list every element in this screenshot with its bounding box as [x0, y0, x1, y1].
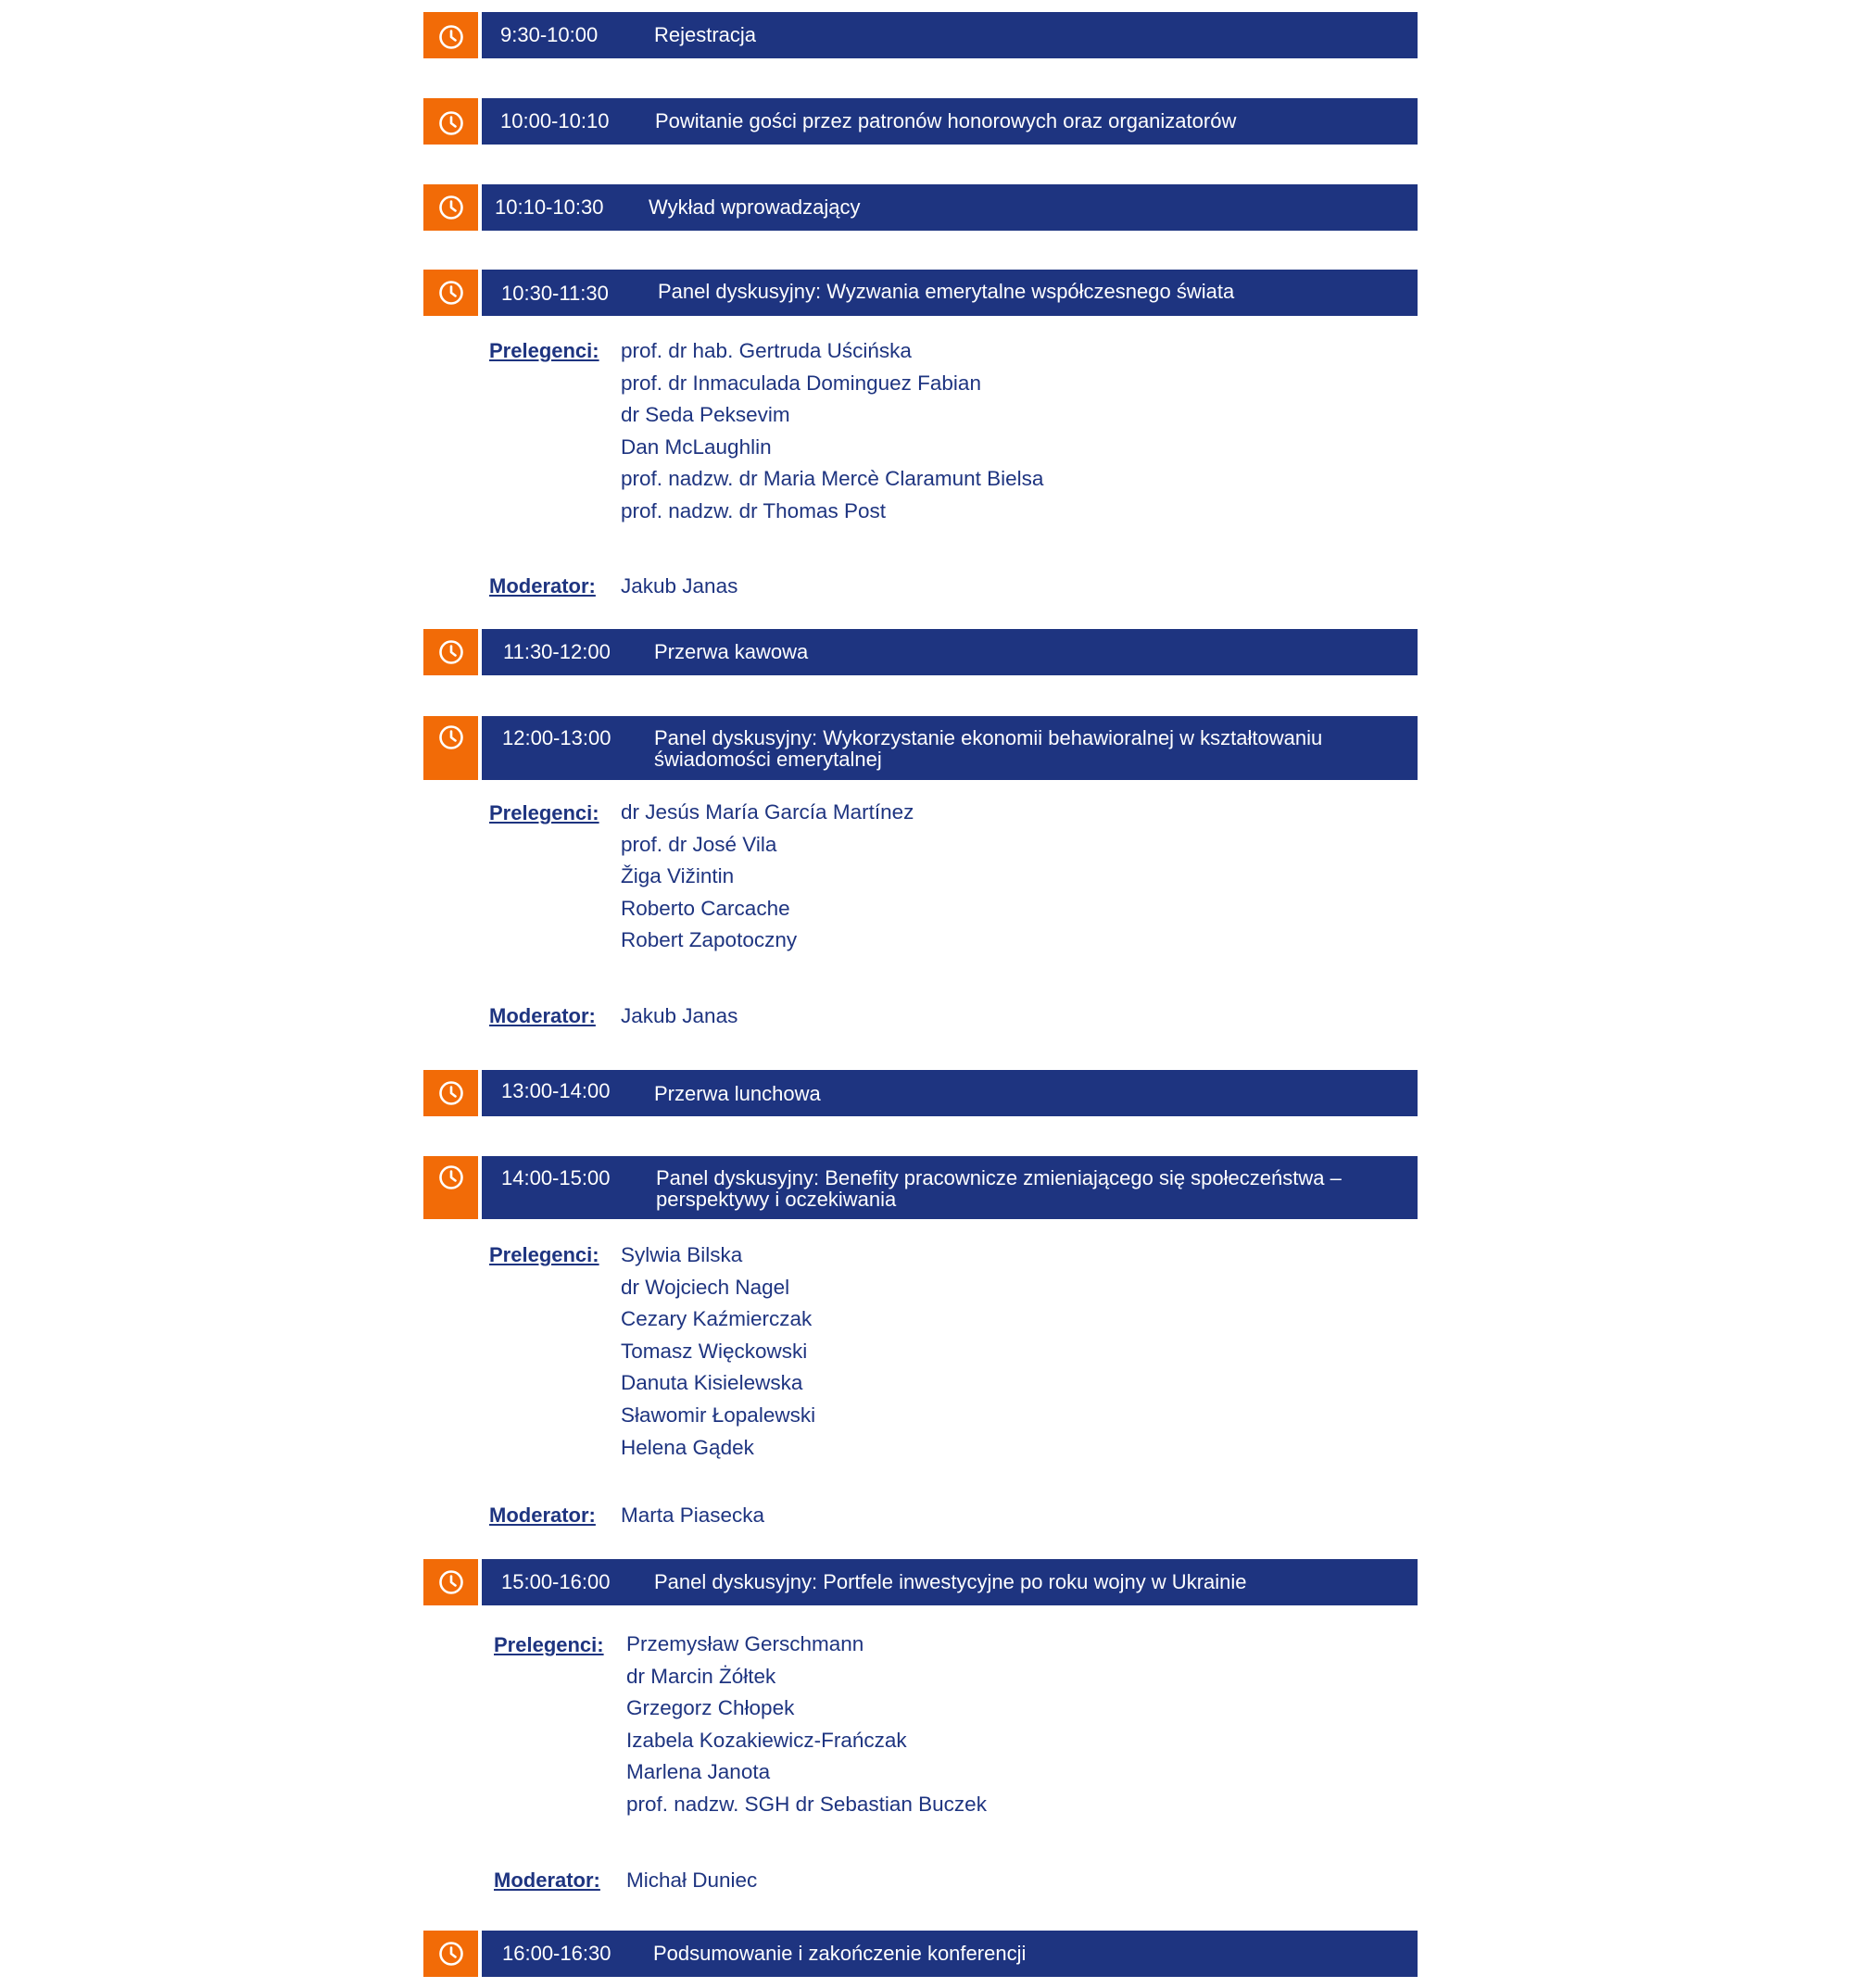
session-time: 12:00-13:00: [502, 726, 611, 749]
session-bar-7: [423, 1070, 1418, 1116]
session-time: 15:00-16:00: [501, 1570, 611, 1593]
session-bar-6: [423, 716, 1418, 780]
clock-icon-box: [423, 1156, 478, 1219]
session-band: [482, 184, 1418, 231]
session-time: 16:00-16:30: [502, 1942, 611, 1965]
speaker-name: Marlena Janota: [626, 1760, 771, 1784]
clock-icon-box: [423, 184, 478, 231]
speaker-name: Dan McLaughlin: [621, 434, 772, 459]
session-title: Powitanie gości przez patronów honorowych oraz organizatorów: [655, 109, 1237, 132]
session-band: [482, 716, 1418, 780]
session-time: 11:30-12:00: [503, 640, 611, 663]
session-time: 14:00-15:00: [501, 1166, 611, 1189]
speaker-name: Cezary Kaźmierczak: [621, 1307, 813, 1331]
moderator-name: Jakub Janas: [621, 1004, 738, 1027]
speakers-list: [621, 797, 914, 957]
speakers-label: Prelegenci:: [489, 801, 599, 824]
speakers-list: [621, 1239, 815, 1464]
speaker-name: Sławomir Łopalewski: [621, 1403, 816, 1427]
session-title: Panel dyskusyjny: Benefity pracownicze zmieniającego się społeczeństwa – perspektywy i oczekiwania: [656, 1166, 1342, 1211]
session-time: 10:00-10:10: [500, 109, 610, 132]
speakers-label: Prelegenci:: [489, 339, 599, 362]
speaker-name: Roberto Carcache: [621, 896, 790, 920]
session-title: Rejestracja: [654, 23, 757, 46]
session-title: Panel dyskusyjny: Wyzwania emerytalne współczesnego świata: [658, 280, 1235, 303]
clock-icon-box: [423, 98, 478, 145]
speaker-name: dr Seda Peksevim: [621, 403, 790, 427]
clock-icon: [438, 24, 464, 50]
session-time: 13:00-14:00: [501, 1079, 611, 1102]
session-bar-4: [423, 270, 1418, 316]
clock-icon: [438, 1080, 464, 1106]
session-band: [482, 1931, 1418, 1977]
speaker-name: dr Wojciech Nagel: [621, 1275, 790, 1299]
speaker-name: prof. nadzw. dr Maria Mercè Claramunt Bielsa: [621, 467, 1044, 491]
clock-icon-box: [423, 1559, 478, 1605]
speaker-name: Danuta Kisielewska: [621, 1371, 803, 1395]
clock-icon: [438, 110, 464, 136]
clock-icon: [438, 1941, 464, 1967]
speakers-list: [621, 335, 1043, 528]
speaker-name: Sylwia Bilska: [621, 1243, 743, 1266]
session-band: [482, 270, 1418, 316]
session-time: 10:30-11:30: [501, 282, 609, 305]
clock-icon: [438, 1569, 464, 1595]
session-bar-9: [423, 1559, 1418, 1605]
speaker-name: prof. dr hab. Gertruda Uścińska: [621, 339, 912, 362]
clock-icon-box: [423, 12, 478, 58]
session-band: [482, 98, 1418, 145]
moderator-name: Michał Duniec: [626, 1868, 758, 1892]
moderator-label: Moderator:: [489, 1504, 596, 1527]
speakers-label: Prelegenci:: [494, 1633, 604, 1656]
session-bar-2: [423, 98, 1418, 145]
speaker-name: prof. dr José Vila: [621, 832, 777, 856]
speaker-name: prof. dr Inmaculada Dominguez Fabian: [621, 371, 981, 395]
session-time: 9:30-10:00: [500, 23, 599, 46]
session-title: Wykład wprowadzający: [649, 195, 861, 219]
speaker-name: Žiga Vižintin: [621, 864, 735, 888]
session-band: [482, 12, 1418, 58]
moderator-name: Jakub Janas: [621, 574, 738, 598]
speakers-label: Prelegenci:: [489, 1243, 599, 1266]
speaker-name: Tomasz Więckowski: [621, 1339, 808, 1363]
session-title: Panel dyskusyjny: Wykorzystanie ekonomii behawioralnej w kształtowaniu świadomości emerytalnej: [654, 726, 1323, 771]
session-band: [482, 1156, 1418, 1219]
clock-icon: [438, 280, 464, 306]
session-title: Panel dyskusyjny: Portfele inwestycyjne po roku wojny w Ukrainie: [654, 1570, 1247, 1593]
speakers-list: [626, 1629, 987, 1821]
speaker-name: Izabela Kozakiewicz-Frańczak: [626, 1728, 907, 1752]
clock-icon-box: [423, 629, 478, 675]
speaker-name: Przemysław Gerschmann: [626, 1632, 864, 1655]
session-bar-1: [423, 12, 1418, 58]
session-bar-8: [423, 1156, 1418, 1219]
moderator-label: Moderator:: [494, 1868, 600, 1892]
session-bar-5: [423, 629, 1418, 675]
speaker-name: prof. nadzw. dr Thomas Post: [621, 498, 886, 522]
moderator-name: Marta Piasecka: [621, 1504, 765, 1527]
clock-icon-box: [423, 270, 478, 316]
speaker-name: Grzegorz Chłopek: [626, 1696, 795, 1720]
session-title: Przerwa kawowa: [654, 640, 809, 663]
speaker-name: dr Jesús María García Martínez: [621, 800, 914, 824]
clock-icon: [438, 639, 464, 665]
session-band: [482, 1070, 1418, 1116]
clock-icon: [438, 1164, 464, 1190]
clock-icon: [438, 195, 464, 220]
session-title: Przerwa lunchowa: [654, 1082, 821, 1105]
clock-icon-box: [423, 1931, 478, 1977]
clock-icon-box: [423, 716, 478, 780]
speaker-name: Robert Zapotoczny: [621, 928, 798, 952]
session-band: [482, 629, 1418, 675]
moderator-label: Moderator:: [489, 574, 596, 598]
moderator-label: Moderator:: [489, 1004, 596, 1027]
session-bar-3: [423, 184, 1418, 231]
session-band: [482, 1559, 1418, 1605]
session-title: Podsumowanie i zakończenie konferencji: [653, 1942, 1027, 1965]
speaker-name: dr Marcin Żółtek: [626, 1664, 776, 1688]
session-bar-10: [423, 1931, 1418, 1977]
speaker-name: prof. nadzw. SGH dr Sebastian Buczek: [626, 1792, 987, 1816]
clock-icon: [438, 724, 464, 750]
clock-icon-box: [423, 1070, 478, 1116]
session-time: 10:10-10:30: [495, 195, 604, 219]
speaker-name: Helena Gądek: [621, 1435, 754, 1459]
